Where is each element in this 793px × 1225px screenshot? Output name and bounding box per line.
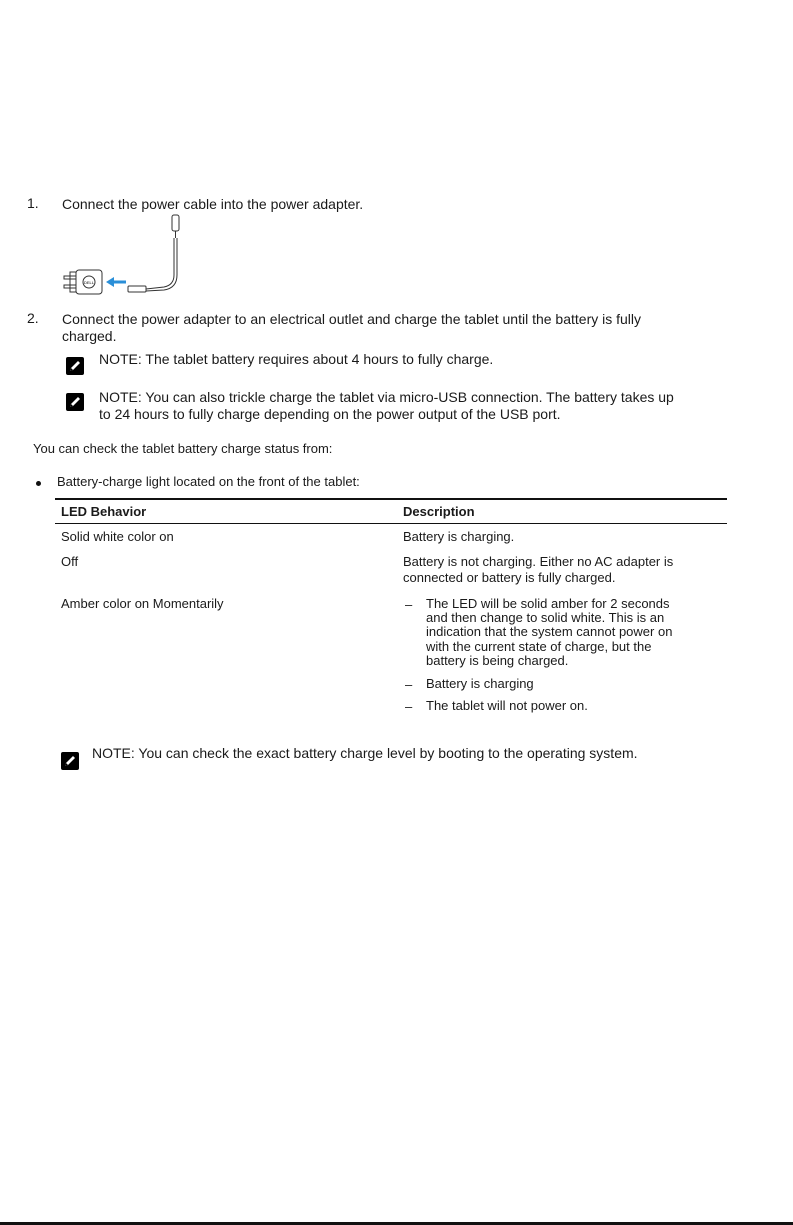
note-text-line2: to 24 hours to fully charge depending on the power output of the USB port. (99, 406, 561, 422)
note-pencil-icon (61, 752, 79, 770)
table-header-rule (55, 523, 727, 524)
list-item-line: and then change to solid white. This is an (426, 610, 665, 625)
note-pencil-icon (66, 393, 84, 411)
list-item-line: Battery is charging (426, 676, 534, 691)
note-pencil-icon (66, 357, 84, 375)
table-header-led: LED Behavior (61, 504, 147, 519)
step-text-line2: charged. (62, 328, 117, 344)
list-dash: – (405, 699, 413, 714)
table-cell-description-line1: Battery is not charging. Either no AC adapter is (403, 554, 674, 569)
list-item-line: The tablet will not power on. (426, 698, 588, 713)
table-header-description: Description (403, 504, 475, 519)
list-dash: – (405, 597, 413, 612)
step-text: Connect the power cable into the power adapter. (62, 196, 364, 212)
table-cell-description: Battery is charging. (403, 529, 515, 544)
list-item-line: The LED will be solid amber for 2 seconds (426, 596, 670, 611)
list-item-line: battery is being charged. (426, 653, 569, 668)
table-cell-behavior: Amber color on Momentarily (61, 596, 224, 611)
step-number: 2. (27, 310, 39, 326)
note-text: NOTE: You can check the exact battery charge level by booting to the operating system. (92, 745, 638, 761)
note-text: NOTE: The tablet battery requires about 4 hours to fully charge. (99, 351, 494, 367)
table-cell-behavior: Off (61, 554, 79, 569)
list-item-line: with the current state of charge, but the (426, 639, 652, 654)
svg-text:DELL: DELL (83, 280, 95, 285)
bullet-dot (36, 481, 41, 486)
power-adapter-icon (58, 213, 198, 298)
intro-text: You can check the tablet battery charge status from: (33, 441, 333, 456)
list-item-line: indication that the system cannot power on (426, 624, 673, 639)
table-top-rule (55, 498, 727, 500)
step-text-line1: Connect the power adapter to an electrical outlet and charge the tablet until the battery is fully (62, 311, 642, 327)
note-text-line1: NOTE: You can also trickle charge the tablet via micro-USB connection. The battery takes up (99, 389, 674, 405)
list-dash: – (405, 677, 413, 692)
table-cell-description-line2: connected or battery is fully charged. (403, 570, 616, 585)
bullet-text: Battery-charge light located on the front of the tablet: (57, 474, 360, 489)
table-cell-behavior: Solid white color on (61, 529, 174, 544)
step-number: 1. (27, 195, 39, 211)
